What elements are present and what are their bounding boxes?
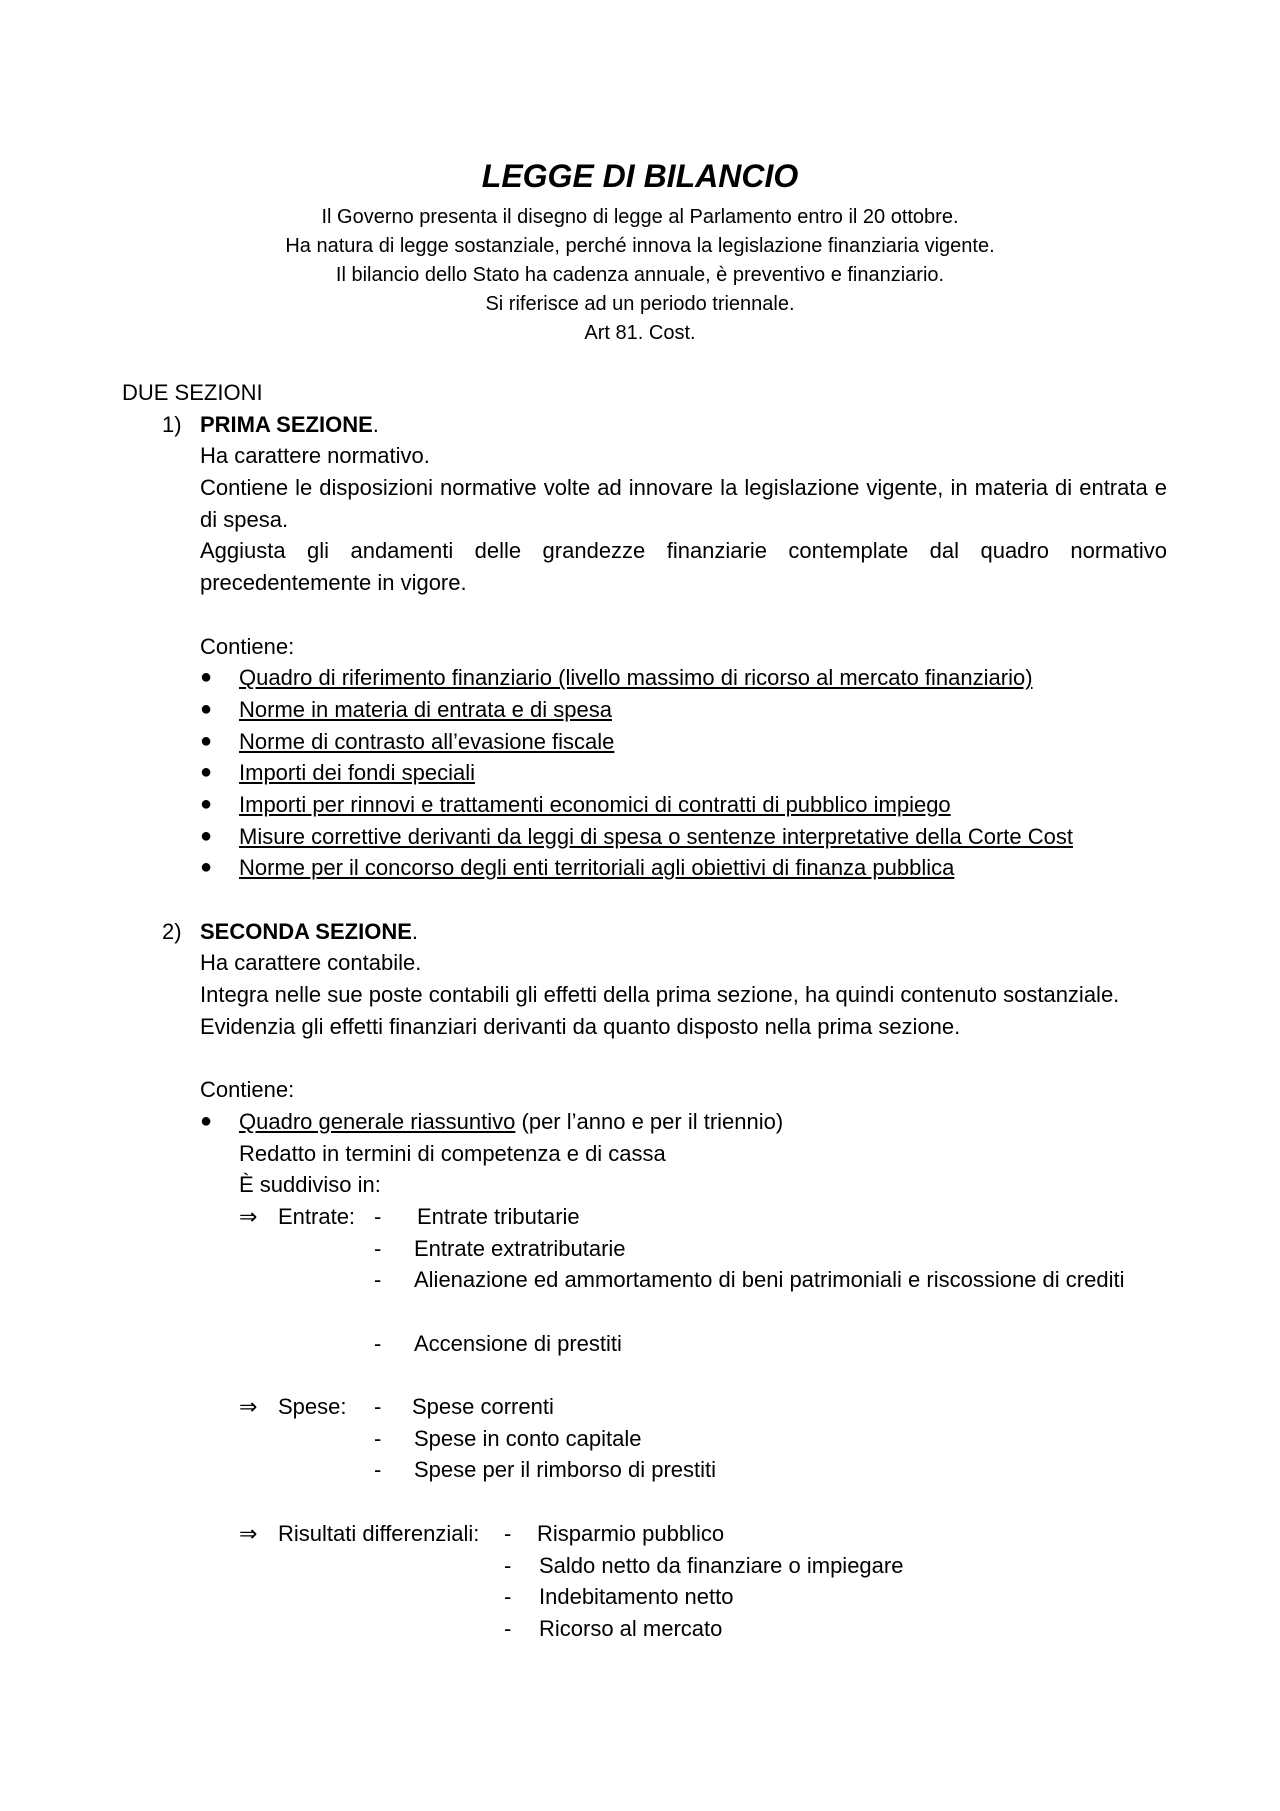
qgr-title: Quadro generale riassuntivo xyxy=(239,1108,516,1134)
section2-heading xyxy=(122,916,1167,948)
section1-title-suffix: . xyxy=(372,411,379,437)
entrate-row xyxy=(122,1233,1167,1265)
list-item xyxy=(122,821,1167,853)
risultati-item: Saldo netto da finanziare o impiegare xyxy=(539,1552,904,1578)
risultati-row xyxy=(122,1613,1167,1645)
qgr-rest: (per l’anno e per il triennio) xyxy=(515,1108,784,1134)
section2-paragraph-1: Ha carattere contabile. xyxy=(200,950,422,976)
spese-item: Spese correnti xyxy=(412,1394,554,1420)
intro-line: Si riferisce ad un periodo triennale. xyxy=(485,293,795,315)
risultati-item: Indebitamento netto xyxy=(539,1584,734,1610)
risultati-row xyxy=(122,1550,1167,1582)
risultati-item: Risparmio pubblico xyxy=(537,1520,725,1546)
section2-title: SECONDA SEZIONE xyxy=(200,918,412,944)
entrate-row xyxy=(122,1264,1167,1327)
bullet-icon: ● xyxy=(200,697,213,720)
sections-heading: DUE SEZIONI xyxy=(122,380,263,405)
list-item xyxy=(122,726,1167,758)
spese-label: Spese: xyxy=(278,1394,347,1420)
arrow-right-icon: ⇒ xyxy=(239,1520,258,1546)
section1-heading xyxy=(122,409,1167,441)
dash-marker: - xyxy=(374,1330,382,1356)
risultati-label: Risultati differenziali: xyxy=(278,1520,480,1546)
list-item xyxy=(122,662,1167,694)
entrate-label: Entrate: xyxy=(278,1203,356,1229)
document-body xyxy=(122,377,1167,1645)
spacer xyxy=(122,1043,1167,1075)
entrate-item: Alienazione ed ammortamento di beni patrimoniali e riscossione di crediti xyxy=(414,1267,1125,1293)
spese-item: Spese per il rimborso di prestiti xyxy=(414,1457,717,1483)
list-item-text: Norme per il concorso degli enti territoriali agli obiettivi di finanza pubblica xyxy=(239,855,955,881)
dash-marker: - xyxy=(374,1267,382,1293)
list-item-text: Misure correttive derivanti da leggi di spesa o sentenze interpretative della Corte Cost xyxy=(239,823,1073,849)
dash-marker: - xyxy=(504,1520,512,1546)
spacer xyxy=(122,599,1167,631)
bullet-icon: ● xyxy=(200,761,213,784)
entrate-item: Entrate extratributarie xyxy=(414,1235,626,1261)
bullet-icon: ● xyxy=(200,856,213,879)
intro-line: Il Governo presenta il disegno di legge al Parlamento entro il 20 ottobre. xyxy=(321,206,959,228)
risultati-row xyxy=(122,1518,1167,1550)
list-item-text: Norme in materia di entrata e di spesa xyxy=(239,696,612,722)
section2-title-suffix: . xyxy=(411,918,419,944)
list-item xyxy=(122,694,1167,726)
list-item xyxy=(122,1106,1167,1138)
qgr-line-2: Redatto in termini di competenza e di cassa xyxy=(239,1140,666,1166)
risultati-row xyxy=(122,1581,1167,1613)
section2-paragraph-3: Evidenzia gli effetti finanziari derivanti da quanto disposto nella prima sezione. xyxy=(200,1013,961,1039)
intro-block xyxy=(0,203,1280,348)
list-item-text: Quadro di riferimento finanziario (livello massimo di ricorso al mercato finanziario) xyxy=(239,665,1033,691)
intro-line: Il bilancio dello Stato ha cadenza annuale, è preventivo e finanziario. xyxy=(335,264,945,286)
entrate-row xyxy=(122,1328,1167,1360)
dash-marker: - xyxy=(374,1425,382,1451)
section1-paragraph-3: Aggiusta gli andamenti delle grandezze finanziarie contemplate dal quadro normativo precedentemente in vigore. xyxy=(200,538,1167,596)
spacer xyxy=(122,884,1167,916)
qgr-line-3: È suddiviso in: xyxy=(239,1172,381,1198)
list-item-text: Importi dei fondi speciali xyxy=(239,760,476,786)
bullet-icon: ● xyxy=(200,729,213,752)
entrate-row xyxy=(122,1201,1167,1233)
section2-paragraph-2: Integra nelle sue poste contabili gli effetti della prima sezione, ha quindi contenuto sostanziale. xyxy=(200,982,1120,1008)
spese-row xyxy=(122,1391,1167,1423)
section1-title: PRIMA SEZIONE xyxy=(200,411,373,437)
spese-row xyxy=(122,1423,1167,1455)
dash-marker: - xyxy=(374,1235,382,1261)
risultati-item: Ricorso al mercato xyxy=(539,1615,723,1641)
list-item xyxy=(122,852,1167,884)
bullet-icon: ● xyxy=(200,666,213,689)
intro-line: Art 81. Cost. xyxy=(584,322,696,344)
section1-number: 1) xyxy=(162,411,182,437)
section1-contains-label: Contiene: xyxy=(200,633,295,659)
dash-marker: - xyxy=(504,1552,512,1578)
bullet-icon: ● xyxy=(200,793,213,815)
dash-marker: - xyxy=(374,1203,382,1229)
spacer xyxy=(122,1486,1167,1518)
section2-number: 2) xyxy=(162,918,182,944)
section1-paragraph-2: Contiene le disposizioni normative volte ad innovare la legislazione vigente, in materia di entrata e di spesa. xyxy=(200,475,1167,532)
list-item xyxy=(122,789,1167,821)
spacer xyxy=(122,1359,1167,1391)
list-item-text: Norme di contrasto all’evasione fiscale xyxy=(239,728,615,754)
spese-row xyxy=(122,1454,1167,1486)
list-item-text: Importi per rinnovi e trattamenti economici di contratti di pubblico impiego xyxy=(239,792,951,817)
dash-marker: - xyxy=(504,1615,512,1641)
section1-paragraph-1: Ha carattere normativo. xyxy=(200,443,430,469)
entrate-item: Entrate tributarie xyxy=(417,1203,580,1229)
dash-marker: - xyxy=(374,1394,382,1420)
bullet-icon: ● xyxy=(200,1109,213,1132)
section2-contains-label: Contiene: xyxy=(200,1077,295,1103)
spese-item: Spese in conto capitale xyxy=(414,1425,642,1451)
bullet-icon: ● xyxy=(200,824,213,847)
arrow-right-icon: ⇒ xyxy=(239,1203,258,1229)
dash-marker: - xyxy=(504,1584,512,1610)
list-item xyxy=(122,757,1167,789)
dash-marker: - xyxy=(374,1457,382,1483)
intro-line: Ha natura di legge sostanziale, perché innova la legislazione finanziaria vigente. xyxy=(285,235,995,257)
entrate-item: Accensione di prestiti xyxy=(414,1330,622,1356)
document-title: LEGGE DI BILANCIO xyxy=(481,158,799,194)
arrow-right-icon: ⇒ xyxy=(239,1394,258,1420)
